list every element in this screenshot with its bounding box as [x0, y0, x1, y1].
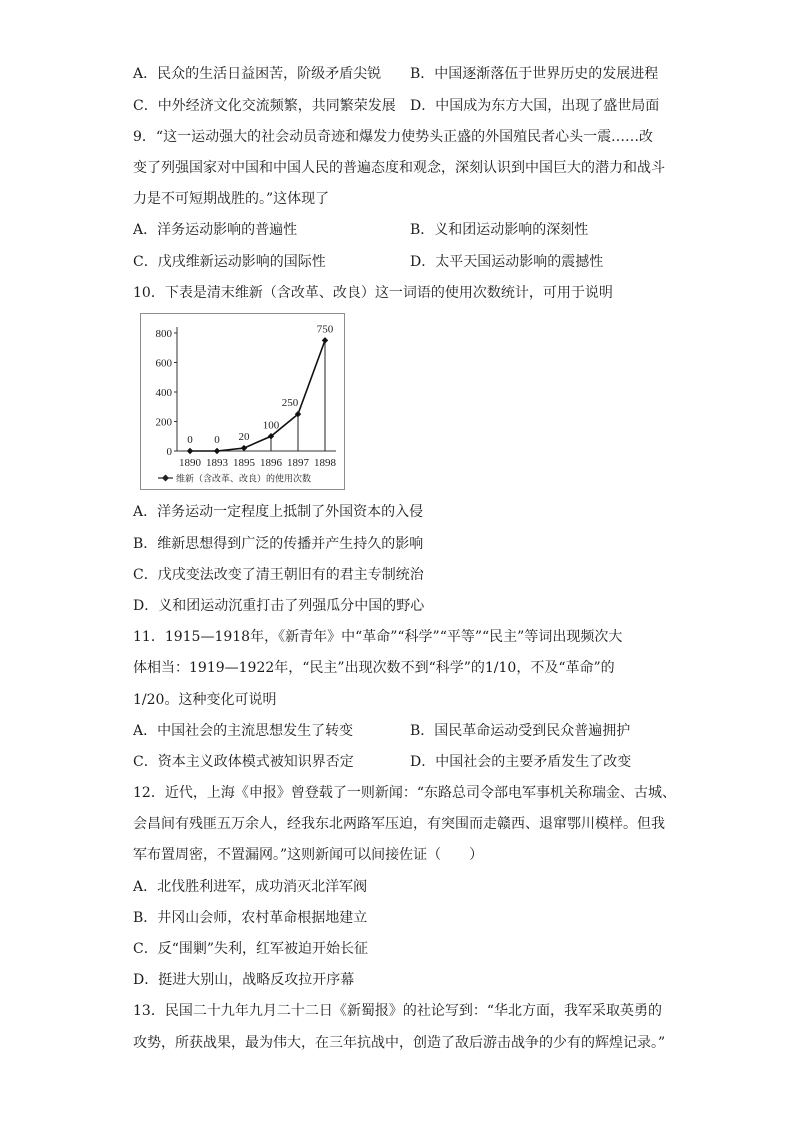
x-tick-label: 1898: [314, 457, 336, 469]
q11-options-row-1: [133, 716, 733, 747]
q13-stem-line-2: 攻势，所获战果，最为伟大，在三年抗战中，创造了敌后游击战争的少有的辉煌记录。”: [133, 1034, 666, 1051]
data-label: 20: [238, 431, 250, 444]
x-tick-label: 1895: [233, 457, 255, 469]
q8-option-b: B．中国逐渐落伍于世界历史的发展进程: [410, 66, 659, 83]
q9-stem-line-2: 变了列强国家对中国和中国人民的普遍态度和观念，深刻认识到中国巨大的潜力和战斗: [133, 159, 665, 176]
q12-stem-line-1: 12．近代，上海《申报》曾登载了一则新闻：“东路总司令部电军事机关称瑞金、古城、: [133, 785, 676, 802]
legend: [158, 473, 311, 484]
q11-option-c: C．资本主义政体模式被知识界否定: [133, 753, 354, 770]
q10-option-b: B．维新思想得到广泛的传播并产生持久的影响: [133, 535, 424, 552]
questions-10-13-block: [133, 497, 733, 1058]
q12-option-b: B．井冈山会师，农村革命根据地建立: [133, 909, 368, 926]
q9-option-c: C．戊戌维新运动影响的国际性: [133, 253, 326, 270]
questions-8-10-block: [133, 59, 733, 309]
q10-option-c: C．戊戌变法改变了清王朝旧有的君主专制统治: [133, 566, 424, 583]
y-tick-label: 0: [166, 446, 172, 458]
q10-option-a: A．洋务运动一定程度上抵制了外国资本的入侵: [133, 504, 424, 521]
q11-options-row-2: [133, 747, 733, 778]
usage-count-line-chart: [140, 313, 345, 490]
q10-stem-line-1: 10．下表是清末维新（含改革、改良）这一词语的使用次数统计，可用于说明: [133, 284, 613, 301]
q11-stem-line-3: 1/20。这种变化可说明: [133, 691, 277, 708]
q11-option-b: B．国民革命运动受到民众普遍拥护: [410, 722, 631, 739]
y-tick-label: 800: [155, 328, 172, 340]
x-tick-label: 1896: [260, 457, 282, 469]
y-tick-label: 400: [155, 387, 172, 399]
q11-stem-line-2: 体相当：1919—1922年，“民主”出现次数不到“科学”的1/10，不及“革命”的: [133, 660, 615, 677]
q9-option-a: A．洋务运动影响的普遍性: [133, 222, 298, 239]
y-tick-label: 600: [155, 357, 172, 370]
q8-options-row-1: [133, 59, 733, 90]
x-tick-label: 1897: [287, 457, 309, 469]
q12-stem-line-3: 军布置周密，不置漏网。”这则新闻可以间接佐证（ ）: [133, 847, 484, 864]
q9-option-d: D．太平天国运动影响的震撼性: [410, 253, 604, 270]
x-tick-label: 1893: [206, 457, 228, 469]
q9-stem-line-3: 力是不可短期战胜的。”这体现了: [133, 191, 330, 208]
q9-option-b: B．义和团运动影响的深刻性: [410, 222, 589, 239]
q12-option-c: C．反“围剿”失利，红军被迫开始长征: [133, 941, 369, 958]
data-label: 250: [281, 397, 299, 410]
q9-options-row-2: [133, 247, 733, 278]
q8-option-a: A．民众的生活日益困苦，阶级矛盾尖锐: [133, 66, 382, 83]
q12-option-a: A．北伐胜利进军，成功消灭北洋军阀: [133, 878, 368, 895]
q12-stem-line-2: 会昌间有残匪五万余人，经我东北两路军压迫，有突围而走赣西、退窜鄂川模样。但我: [133, 816, 665, 833]
q8-option-c: C．中外经济文化交流频繁，共同繁荣发展: [133, 97, 396, 114]
q11-option-d: D．中国社会的主要矛盾发生了改变: [410, 753, 632, 770]
q8-options-row-2: [133, 91, 733, 122]
q13-stem-line-1: 13．民国二十九年九月二十二日《新蜀报》的社论写到：“华北方面，我军采取英勇的: [133, 1003, 662, 1020]
q12-option-d: D．挺进大别山，战略反攻拉开序幕: [133, 972, 355, 989]
q9-options-row-1: [133, 215, 733, 246]
legend-label: 维新（含改革、改良）的使用次数: [176, 473, 312, 484]
data-label: 0: [214, 434, 220, 446]
data-label: 750: [316, 323, 334, 336]
q9-stem-line-1: 9．“这一运动强大的社会动员奇迹和爆发力使势头正盛的外国殖民者心头一震……改: [133, 128, 654, 145]
y-tick-label: 200: [155, 416, 172, 429]
data-label: 100: [262, 419, 280, 432]
q8-option-d: D．中国成为东方大国，出现了盛世局面: [410, 97, 660, 114]
q11-stem-line-1: 11．1915—1918年，《新青年》中“革命”“科学”“平等”“民主”等词出现频次大: [133, 629, 623, 646]
data-label: 0: [187, 434, 193, 446]
x-tick-label: 1890: [179, 457, 201, 469]
q11-option-a: A．中国社会的主流思想发生了转变: [133, 722, 354, 739]
q10-option-d: D．义和团运动沉重打击了列强瓜分中国的野心: [133, 597, 425, 614]
